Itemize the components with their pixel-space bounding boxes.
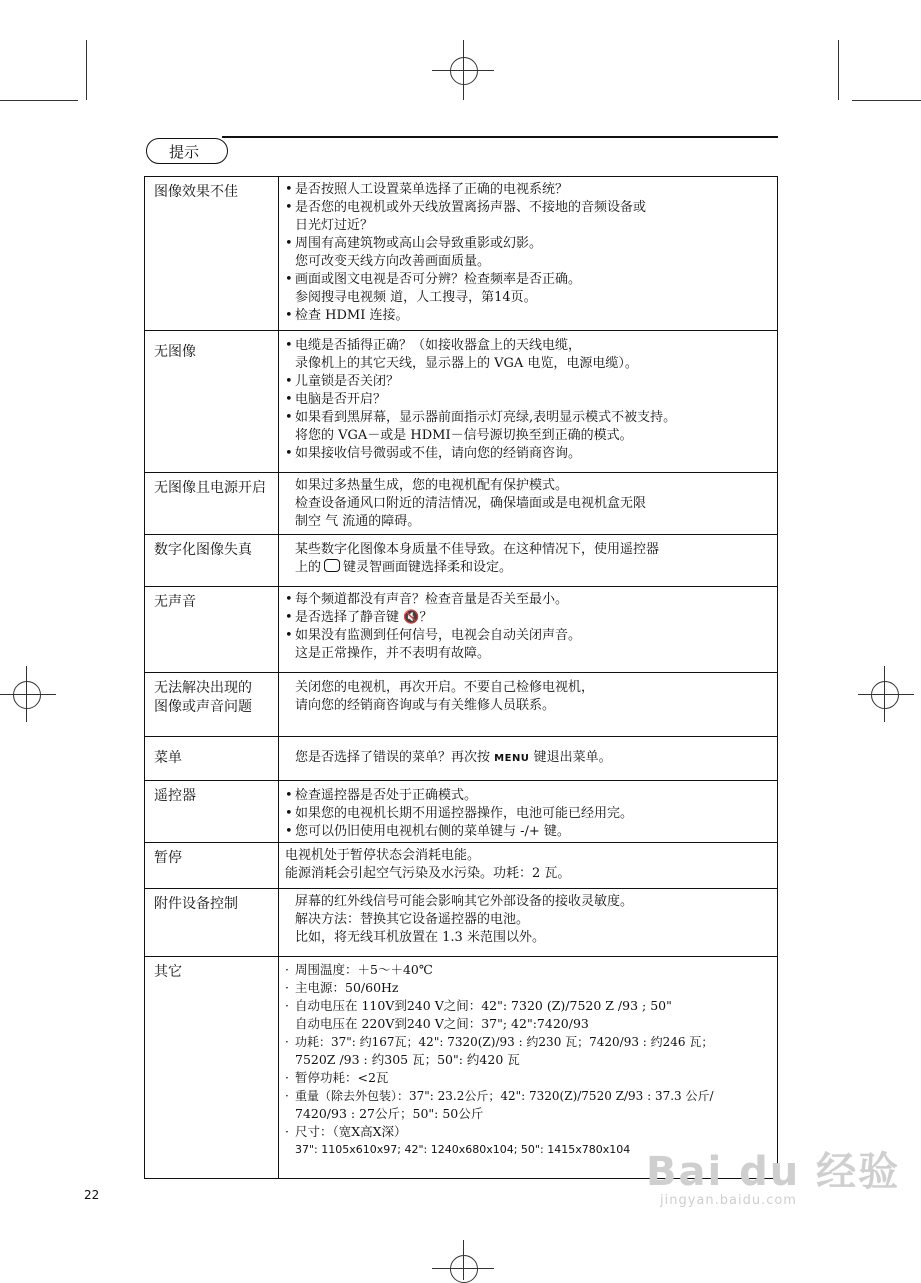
- list-item: • 是否您的电视机或外天线放置离扬声器、不接地的音频设备或: [285, 199, 773, 217]
- table-row: [144, 843, 778, 889]
- row-value: [279, 673, 777, 736]
- list-item: 上的 键灵智画面键选择柔和设定。: [295, 560, 513, 575]
- row-value: [279, 889, 777, 956]
- row-key: 菜单: [145, 737, 279, 780]
- row-key-line: 无法解决出现的: [154, 680, 252, 696]
- menu-key-label: MENU: [494, 753, 530, 764]
- list-item: • 检查遥控器是否处于正确模式。: [285, 787, 773, 805]
- list-item: • 如果您的电视机长期不用遥控器操作，电池可能已经用完。: [285, 805, 773, 823]
- list-item: 制空 气 流通的障碍。: [295, 514, 421, 529]
- table-row: [144, 587, 778, 673]
- row-key: 无图像: [145, 331, 279, 472]
- list-item: 您可改变天线方向改善画面质量。: [295, 254, 491, 269]
- list-item: • 是否按照人工设置菜单选择了正确的电视系统？: [285, 181, 773, 199]
- registration-mark-icon: [450, 1255, 478, 1283]
- row-value: [279, 331, 777, 472]
- row-key-line: 图像或声音问题: [154, 699, 252, 715]
- list-item: 电视机处于暂停状态会消耗电能。: [285, 848, 481, 863]
- row-key: 无图像且电源开启: [145, 473, 279, 534]
- list-item: · 暂停功耗：<2瓦: [285, 1069, 773, 1087]
- row-value: [279, 177, 777, 330]
- list-item: • 如果没有监测到任何信号，电视会自动关闭声音。: [285, 627, 773, 645]
- row-key: 数字化图像失真: [145, 535, 279, 586]
- crop-mark: [852, 100, 921, 101]
- list-item: 37": 1105x610x97; 42": 1240x680x104; 50": 1415x780x104: [295, 1143, 631, 1156]
- list-item: 请向您的经销商咨询或与有关维修人员联系。: [295, 698, 556, 713]
- list-item: 检查设备通风口附近的清洁情况，确保墙面或是电视机盒无限: [295, 496, 647, 511]
- section-tab: 提示: [146, 138, 228, 164]
- row-value: [279, 737, 777, 780]
- row-value: [279, 781, 777, 842]
- header-rule: [222, 136, 778, 138]
- row-key: [145, 673, 279, 736]
- row-key: 无声音: [145, 587, 279, 672]
- list-item: • 检查 HDMI 连接。: [285, 307, 773, 325]
- row-value: [279, 535, 777, 586]
- watermark-url: jingyan.baidu.com: [660, 1193, 797, 1208]
- list-item: · 周围温度：＋5～＋40℃: [285, 961, 773, 979]
- list-item: 7420/93 : 27公斤；50": 50公斤: [295, 1106, 484, 1121]
- list-item: 自动电压在 220V到240 V之间：37"; 42":7420/93: [295, 1016, 589, 1031]
- list-item: 您是否选择了错误的菜单？再次按 MENU 键退出菜单。: [295, 750, 612, 765]
- row-value: [279, 473, 777, 534]
- table-row: [144, 331, 778, 473]
- list-item: • 您可以仍旧使用电视机右侧的菜单键与 -/+ 键。: [285, 823, 773, 841]
- crop-mark: [0, 100, 78, 101]
- watermark: [646, 1140, 900, 1208]
- registration-mark-icon: [13, 681, 41, 709]
- list-item: • 电缆是否插得正确？（如接收器盒上的天线电缆，: [285, 337, 773, 355]
- list-item: 某些数字化图像本身质量不佳导致。在这种情况下，使用遥控器: [295, 542, 660, 557]
- registration-mark-icon: [450, 57, 478, 85]
- list-item: 将您的 VGA－或是 HDMI－信号源切换至到正确的模式。: [295, 428, 633, 443]
- list-item: • 周围有高建筑物或高山会导致重影或幻影。: [285, 235, 773, 253]
- table-row: [144, 177, 778, 331]
- list-item: 能源消耗会引起空气污染及水污染。功耗：2 瓦。: [285, 866, 571, 881]
- row-value: [279, 587, 777, 672]
- list-item: • 每个频道都没有声音？检查音量是否关至最小。: [285, 591, 773, 609]
- table-row: [144, 781, 778, 843]
- smart-picture-button-icon: [324, 559, 340, 572]
- list-item: • 是否选择了静音键 🔇？: [285, 609, 773, 627]
- row-key: 遥控器: [145, 781, 279, 842]
- list-item: 7520Z /93 : 约305 瓦；50": 约420 瓦: [295, 1052, 520, 1067]
- table-row: [144, 673, 778, 737]
- list-item: · 主电源：50/60Hz: [285, 979, 773, 997]
- table-row: [144, 535, 778, 587]
- list-item: · 自动电压在 110V到240 V之间：42": 7320 (Z)/7520 Z /93 ; 50": [285, 997, 773, 1015]
- crop-mark: [838, 40, 839, 100]
- row-key: 附件设备控制: [145, 889, 279, 956]
- troubleshooting-table: [144, 176, 778, 1179]
- list-item: 比如，将无线耳机放置在 1.3 米范围以外。: [295, 930, 545, 945]
- list-item: 日光灯过近？: [295, 218, 374, 233]
- mute-icon: 🔇: [403, 610, 420, 625]
- page-number: 22: [84, 1188, 100, 1202]
- list-item: · 尺寸：（宽X高X深）: [285, 1123, 773, 1141]
- list-item: 这是正常操作，并不表明有故障。: [295, 646, 491, 661]
- list-item: • 如果看到黑屏幕，显示器前面指示灯亮绿,表明显示模式不被支持。: [285, 409, 773, 427]
- registration-mark-icon: [871, 681, 899, 709]
- list-item: 如果过多热量生成，您的电视机配有保护模式。: [295, 478, 569, 493]
- watermark-logo: Bai du 经验: [646, 1149, 901, 1195]
- row-key: 暂停: [145, 843, 279, 888]
- row-value: [279, 843, 777, 888]
- list-item: 屏幕的红外线信号可能会影响其它外部设备的接收灵敏度。: [295, 894, 634, 909]
- row-key: 其它: [145, 957, 279, 1178]
- list-item: 参阅搜寻电视频 道，人工搜寻，第14页。: [295, 290, 537, 305]
- list-item: • 如果接收信号微弱或不佳，请向您的经销商咨询。: [285, 445, 773, 463]
- list-item: • 电脑是否开启？: [285, 391, 773, 409]
- table-row: [144, 473, 778, 535]
- list-item: • 画面或图文电视是否可分辨？检查频率是否正确。: [285, 271, 773, 289]
- table-row: [144, 889, 778, 957]
- row-key: 图像效果不佳: [145, 177, 279, 330]
- list-item: 解决方法：替换其它设备遥控器的电池。: [295, 912, 530, 927]
- table-row: [144, 737, 778, 781]
- crop-mark: [86, 40, 87, 100]
- list-item: 录像机上的其它天线，显示器上的 VGA 电览，电源电缆）。: [295, 356, 638, 371]
- list-item: 关闭您的电视机，再次开启。不要自己检修电视机，: [295, 680, 595, 695]
- list-item: • 儿童锁是否关闭？: [285, 373, 773, 391]
- list-item: · 重量（除去外包装）：37": 23.2公斤；42": 7320(Z)/7520 Z/93 : 37.3 公斤/: [285, 1087, 773, 1105]
- list-item: · 功耗：37": 约167瓦；42": 7320(Z)/93 : 约230 瓦；7420/93 : 约246 瓦；: [285, 1033, 773, 1051]
